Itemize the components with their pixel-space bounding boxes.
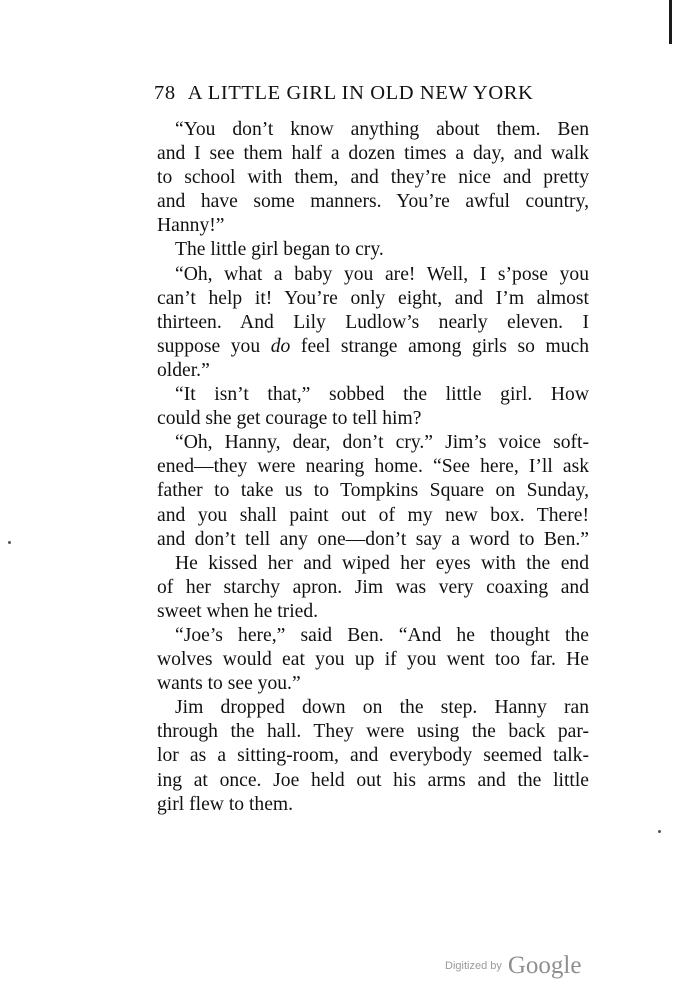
text-line: “It isn’t that,” sobbed the little girl. How — [175, 384, 589, 406]
text-line: lor as a sitting-room, and everybody seemed talk- — [157, 745, 589, 767]
stray-mark — [658, 830, 661, 833]
text-line: to school with them, and they’re nice and pretty — [157, 167, 589, 189]
running-head — [154, 82, 594, 105]
page-body — [157, 118, 589, 817]
text-line: and have some manners. You’re awful country, — [157, 191, 589, 213]
watermark-prefix: Digitized by — [445, 960, 502, 972]
page-edge-line — [669, 0, 672, 44]
text-line: father to take us to Tompkins Square on Sunday, — [157, 480, 589, 502]
text-line: Jim dropped down on the step. Hanny ran — [175, 697, 589, 719]
page-number: 78 — [154, 82, 176, 104]
text-line: and I see them half a dozen times a day, and walk — [157, 143, 589, 165]
text-line: can’t help it! You’re only eight, and I’m almost — [157, 287, 589, 309]
text-line: girl flew to them. — [157, 793, 294, 815]
text-line: thirteen. And Lily Ludlow’s nearly eleven. I — [157, 311, 589, 333]
watermark-brand: Google — [507, 952, 582, 979]
text-line: through the hall. They were using the back par- — [157, 721, 589, 743]
text-line: The little girl began to cry. — [175, 239, 384, 261]
text-line: wants to see you.” — [157, 673, 301, 695]
emphasis-word: do — [270, 335, 291, 357]
running-title: A LITTLE GIRL IN OLD NEW YORK — [187, 82, 534, 104]
text-segment: feel strange among girls so much — [290, 335, 589, 357]
text-line: ened—they were nearing home. “See here, I’ll ask — [157, 456, 589, 478]
text-line: could she get courage to tell him? — [157, 408, 422, 430]
text-line: older.” — [157, 359, 210, 381]
text-line: “Joe’s here,” said Ben. “And he thought the — [175, 624, 589, 646]
text-line: of her starchy apron. Jim was very coaxing and — [157, 576, 589, 598]
text-line: ing at once. Joe held out his arms and the little — [157, 769, 589, 791]
text-line: “Oh, what a baby you are! Well, I s’pose you — [175, 263, 589, 285]
digitized-watermark — [445, 952, 581, 980]
text-line: wolves would eat you up if you went too far. He — [157, 649, 589, 671]
text-line-with-emphasis — [157, 335, 589, 359]
text-segment: suppose you — [157, 335, 271, 357]
text-line: sweet when he tried. — [157, 600, 319, 622]
text-line: “Oh, Hanny, dear, don’t cry.” Jim’s voice soft- — [175, 432, 589, 454]
text-line: Hanny!” — [157, 215, 225, 237]
stray-mark — [8, 541, 11, 544]
text-line: and you shall paint out of my new box. There! — [157, 504, 589, 526]
text-line: He kissed her and wiped her eyes with the end — [175, 552, 589, 574]
text-line: “You don’t know anything about them. Ben — [175, 119, 589, 140]
text-line: and don’t tell any one—don’t say a word to Ben.” — [157, 528, 589, 550]
